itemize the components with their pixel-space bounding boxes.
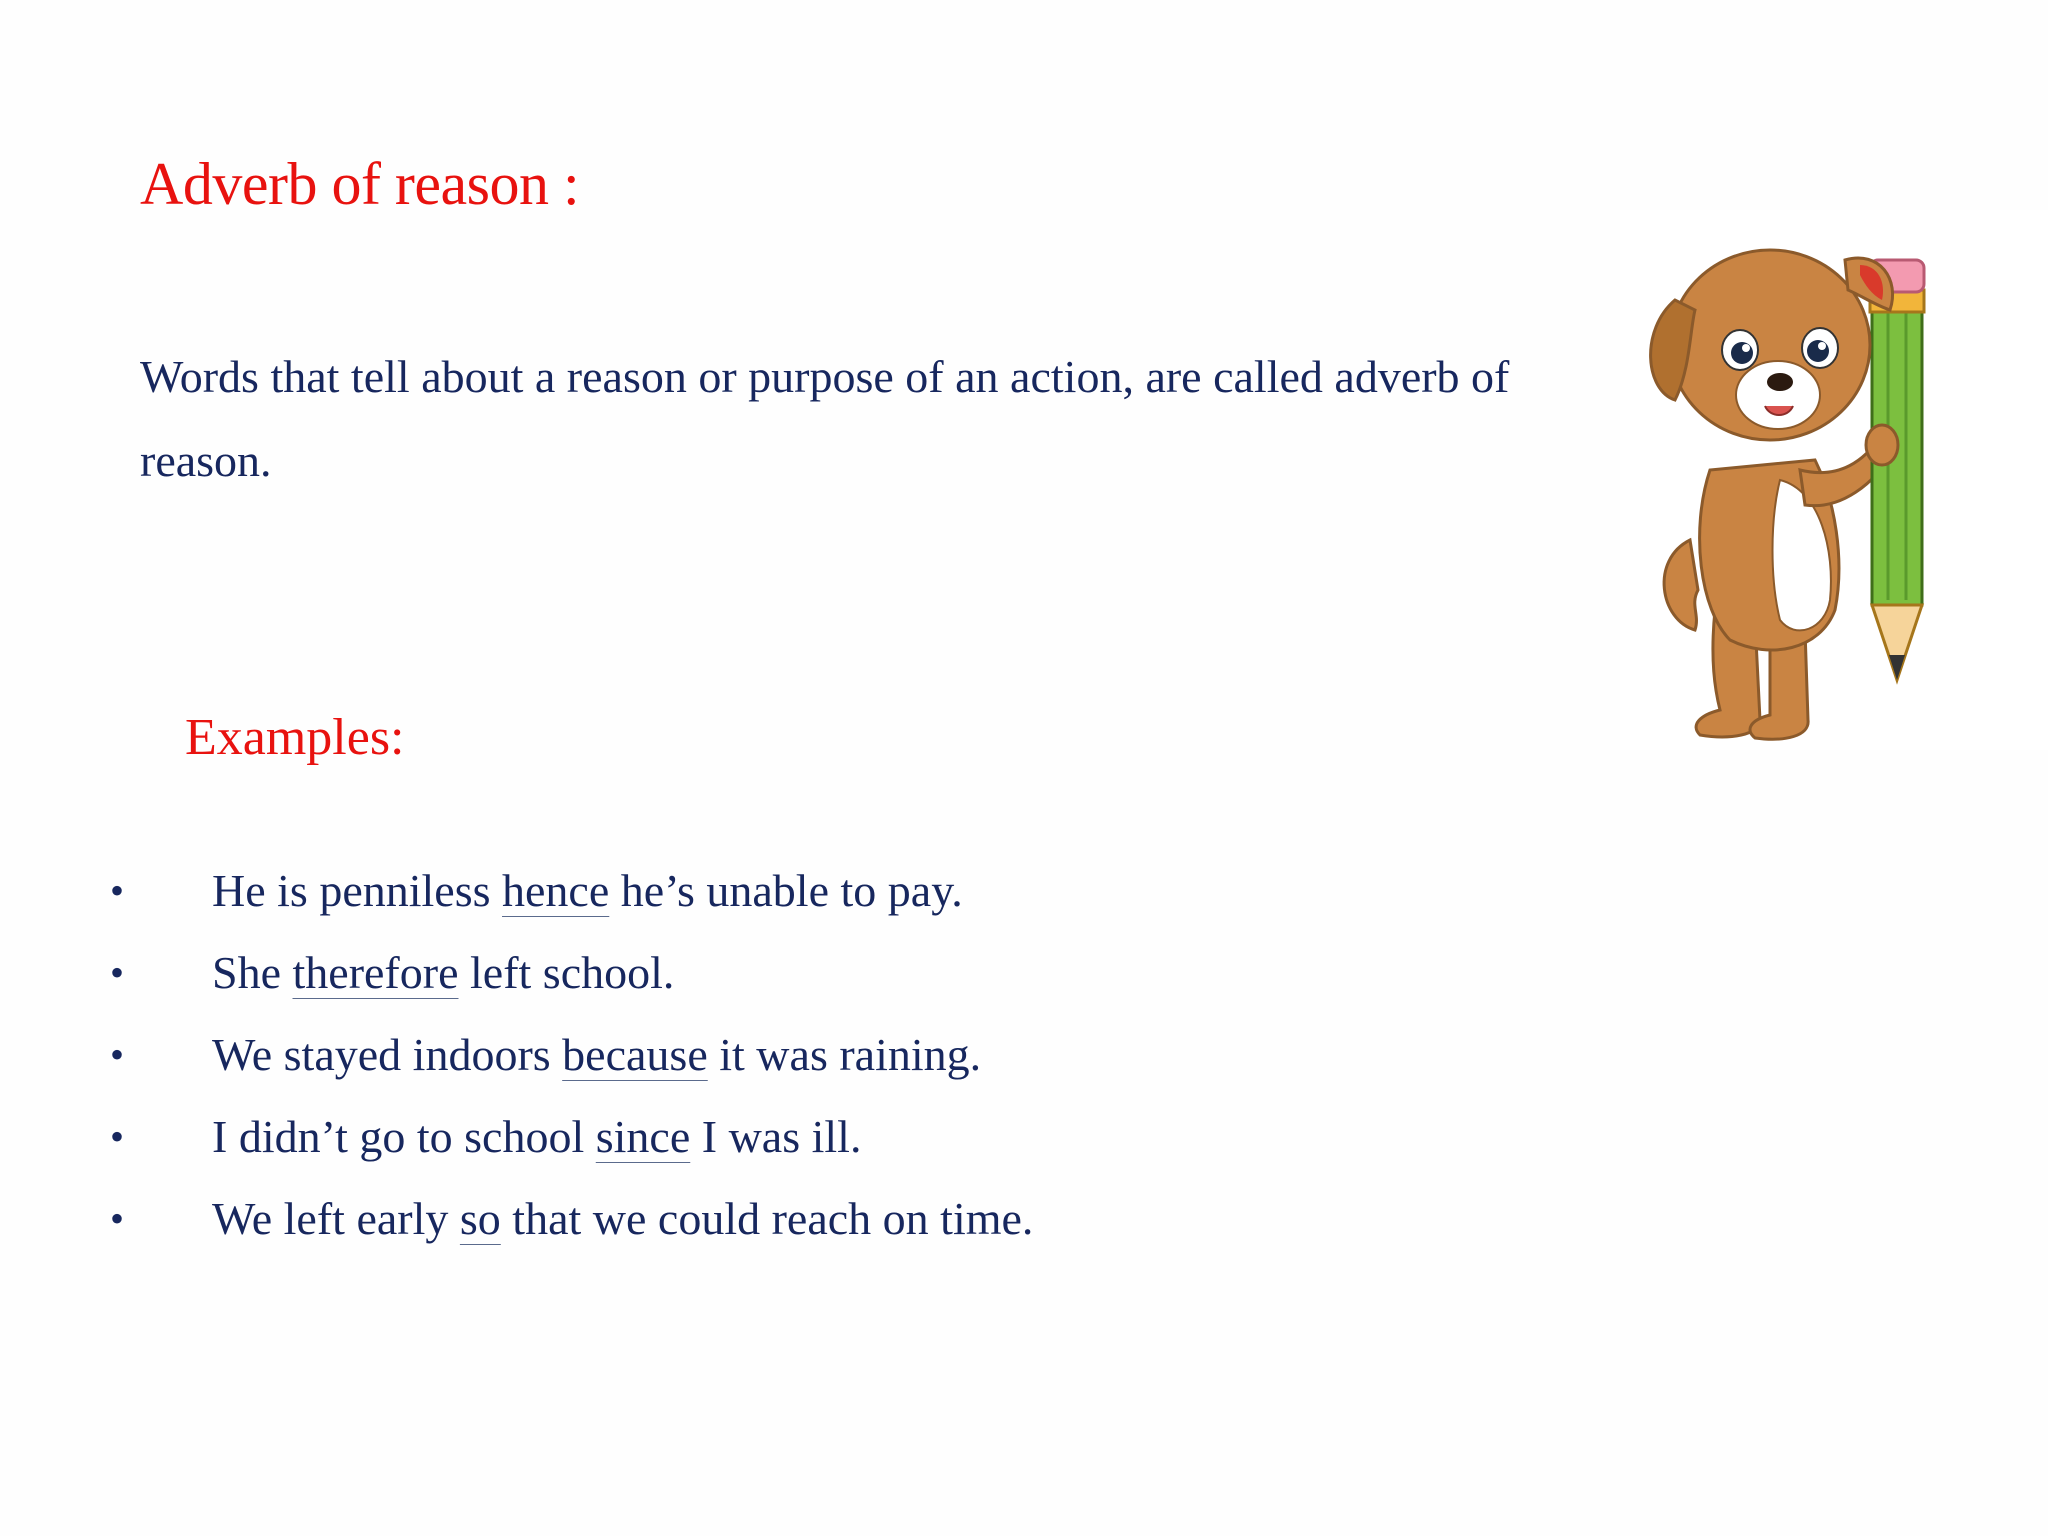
definition-text: Words that tell about a reason or purpose of an action, are called adverb of reason. [140,351,1510,486]
example-text-after: he’s unable to pay. [609,865,963,916]
example-keyword: because [562,1029,708,1080]
bullet-icon: • [110,1114,125,1159]
example-text-after: I was ill. [690,1111,862,1162]
dog-with-pencil-illustration [1620,210,2048,750]
bullet-icon: • [110,950,125,995]
example-text-before: We stayed indoors [212,1029,563,1080]
example-sentence [212,1014,981,1096]
examples-heading: Examples: [185,709,405,766]
example-sentence [212,932,674,1014]
example-sentence [212,850,963,932]
slide-title: Adverb of reason : [140,151,580,217]
example-keyword: therefore [292,947,459,998]
example-keyword: since [595,1111,691,1162]
example-text-after: left school. [458,947,675,998]
example-text-before: He is penniless [212,865,503,916]
example-text-after: it was raining. [707,1029,982,1080]
example-sentence [212,1096,861,1178]
example-text-before: I didn’t go to school [212,1111,596,1162]
example-keyword: so [459,1193,501,1244]
bullet-icon: • [110,1196,125,1241]
example-text-before: We left early [212,1193,460,1244]
cartoon-dog-icon [1620,210,2048,750]
example-text-before: She [212,947,293,998]
example-text-after: that we could reach on time. [500,1193,1034,1244]
bullet-icon: • [110,868,125,913]
pencil-icon [1870,260,1924,680]
example-sentence [212,1178,1033,1260]
bullet-icon: • [110,1032,125,1077]
example-keyword: hence [502,865,610,916]
